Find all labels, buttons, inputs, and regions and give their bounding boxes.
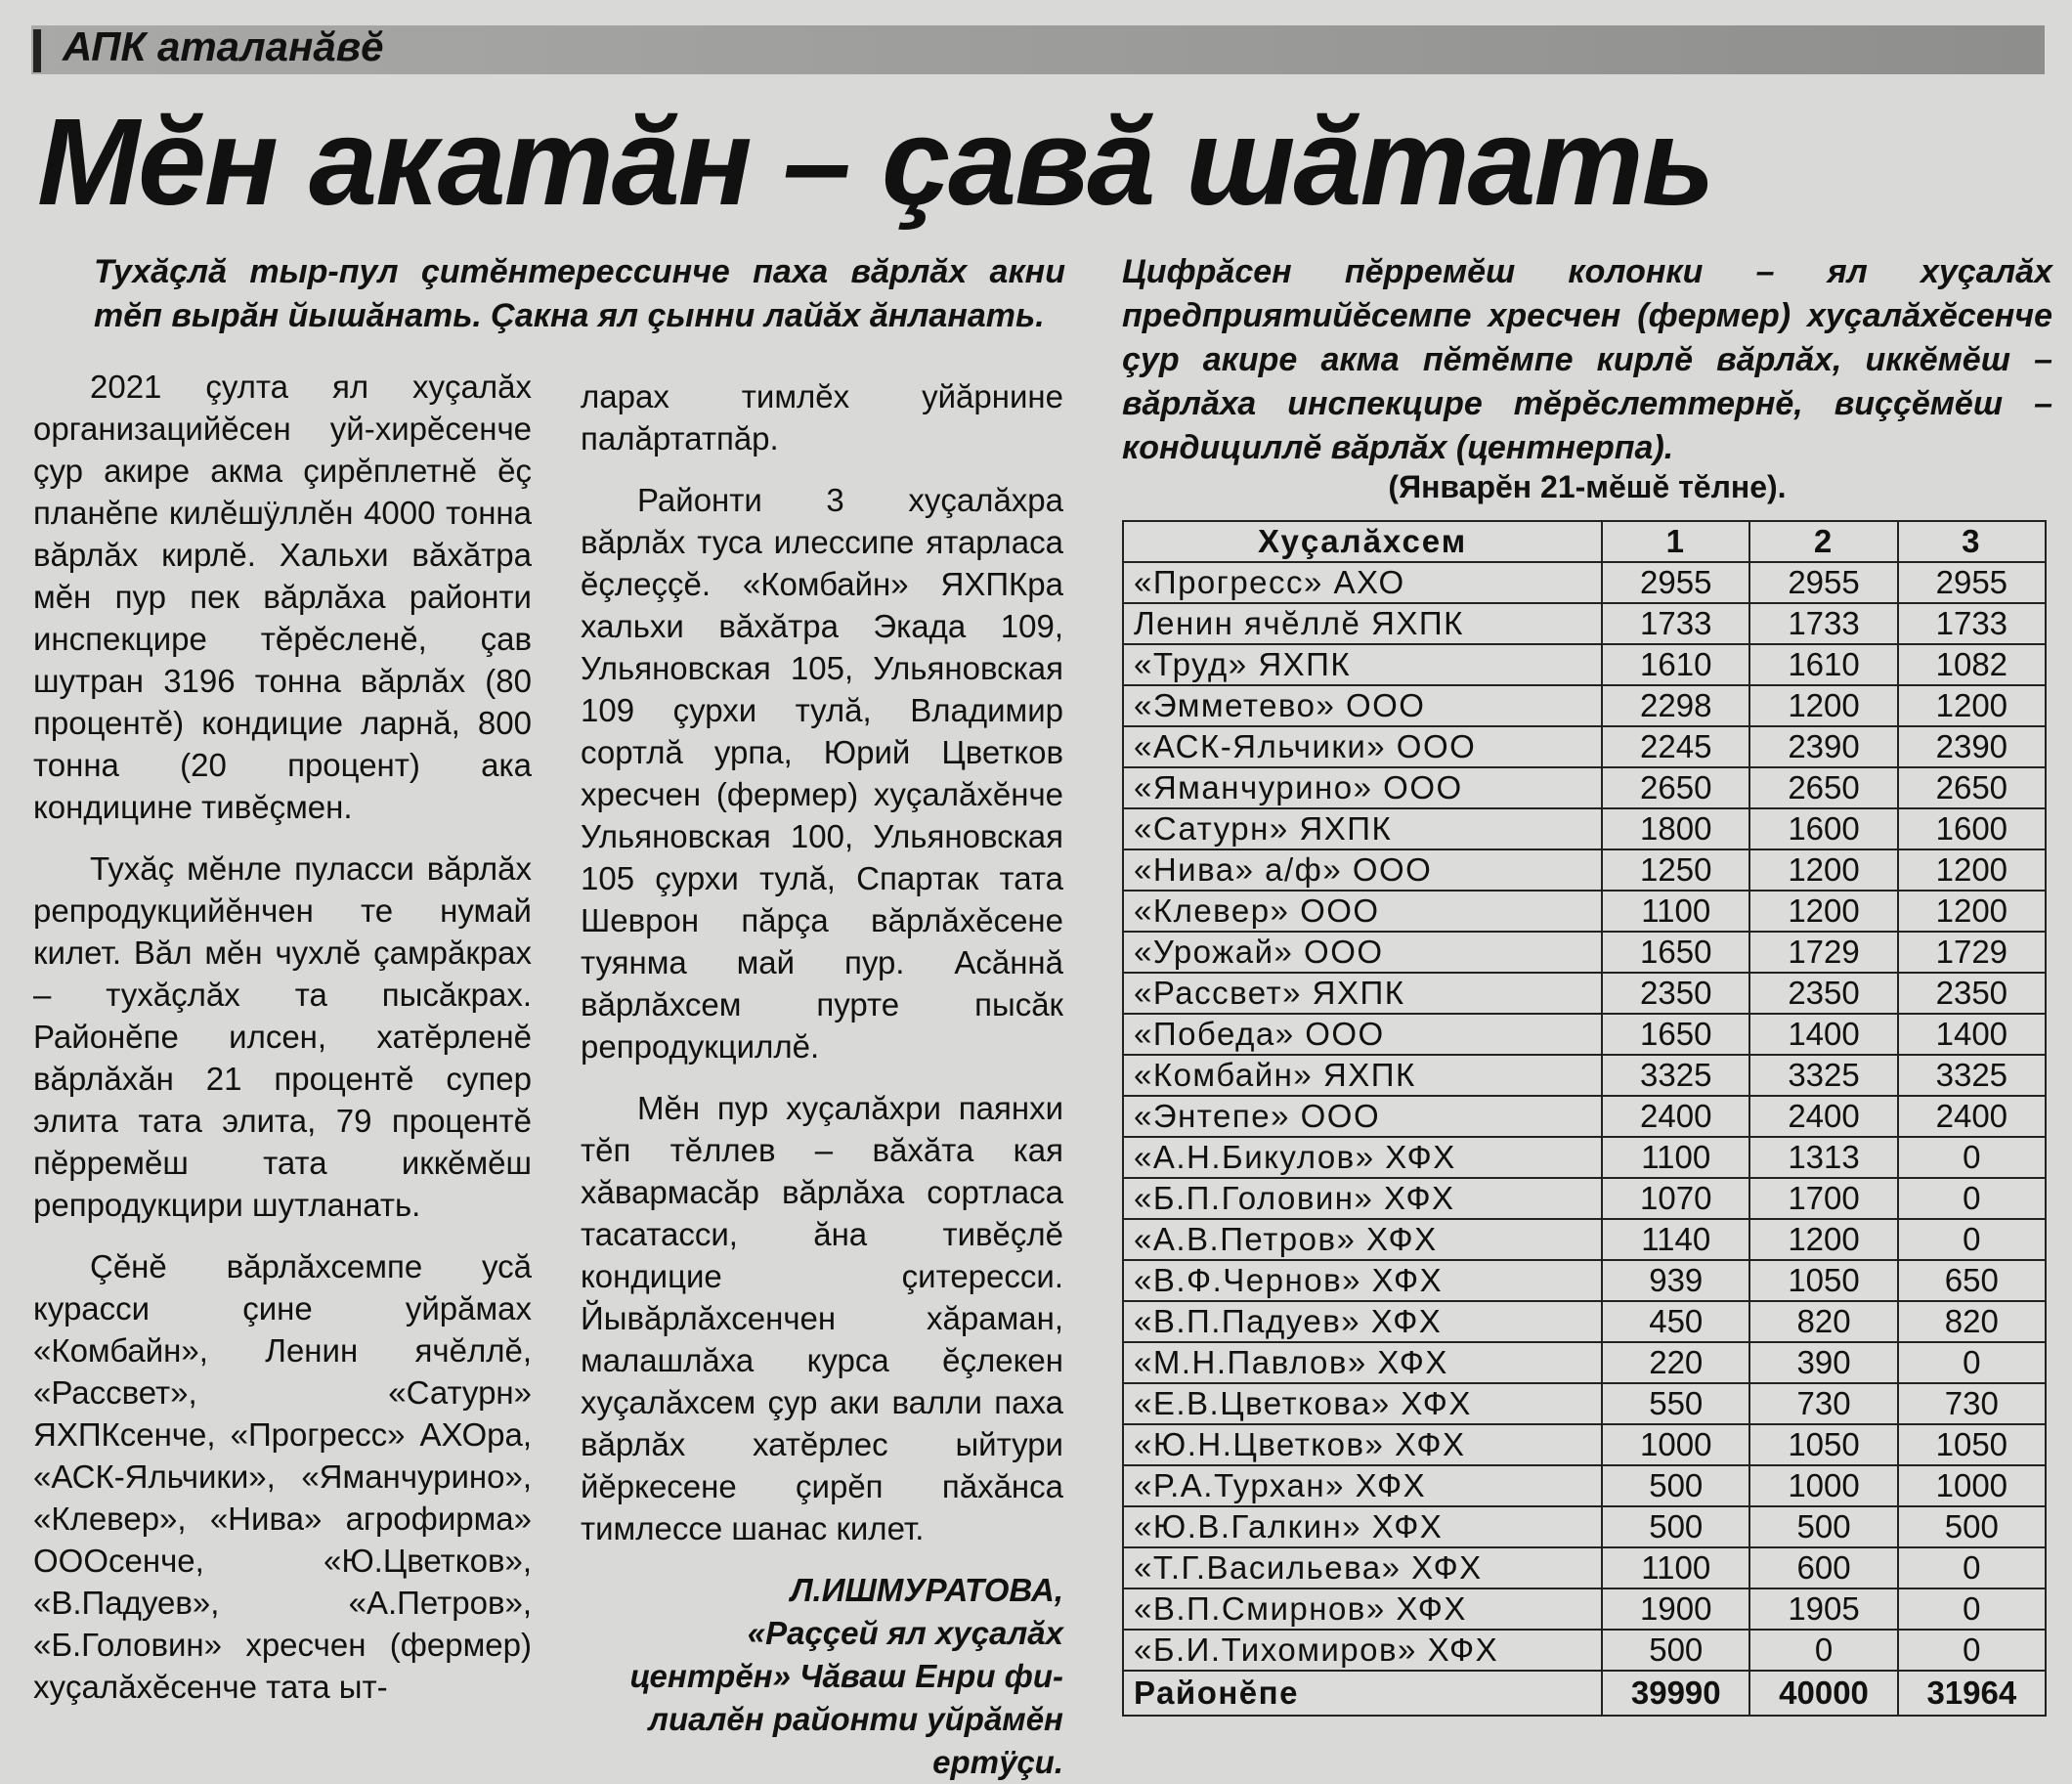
farm-name-cell: «Б.И.Тихомиров» ХФХ [1123, 1630, 1602, 1671]
table-row [1123, 891, 2046, 932]
farm-name-cell: «Прогресс» АХО [1123, 562, 1602, 603]
value-cell: 2298 [1602, 685, 1749, 726]
value-cell: 0 [1898, 1342, 2046, 1383]
table-caption: Цифрăсен пĕрремĕш колонки – ял хуçалăх предприятийĕсемпе хресчен (фермер) хуçалăхĕсенче çур акире акма пĕтĕмпе кирлĕ вăрлăх, иккĕмĕш – вăрлăха инспекцире тĕрĕслеттернĕ, виççĕмĕш – кондициллĕ вăрлăх (центнерпа). [1122, 253, 2052, 466]
value-cell: 1800 [1602, 808, 1749, 849]
value-cell: 1650 [1602, 1014, 1749, 1055]
value-cell: 2350 [1602, 973, 1749, 1014]
table-row [1123, 1301, 2046, 1342]
value-cell: 1000 [1602, 1424, 1749, 1465]
value-cell: 1000 [1898, 1465, 2046, 1506]
value-cell: 1733 [1749, 603, 1897, 644]
column-header: 2 [1749, 521, 1897, 562]
value-cell: 2245 [1602, 726, 1749, 767]
table-row [1123, 1219, 2046, 1260]
value-cell: 2390 [1898, 726, 2046, 767]
value-cell: 3325 [1602, 1055, 1749, 1096]
farm-name-cell: «Клевер» ООО [1123, 891, 1602, 932]
value-cell: 0 [1749, 1630, 1897, 1671]
value-cell: 500 [1602, 1630, 1749, 1671]
value-cell: 2650 [1602, 767, 1749, 808]
table-row [1123, 1137, 2046, 1178]
value-cell: 1200 [1749, 1219, 1897, 1260]
rubric-title: АПК аталанăвĕ [63, 23, 384, 69]
value-cell: 820 [1749, 1301, 1897, 1342]
table-row [1123, 1383, 2046, 1424]
value-cell: 1050 [1749, 1260, 1897, 1301]
table-header-row [1123, 521, 2046, 562]
farm-name-cell: «Комбайн» ЯХПК [1123, 1055, 1602, 1096]
value-cell: 1600 [1898, 808, 2046, 849]
value-cell: 2400 [1898, 1096, 2046, 1137]
value-cell: 3325 [1749, 1055, 1897, 1096]
farm-name-cell: «А.Н.Бикулов» ХФХ [1123, 1137, 1602, 1178]
farm-name-cell: «Нива» а/ф» ООО [1123, 849, 1602, 891]
farm-name-cell: «Т.Г.Васильева» ХФХ [1123, 1547, 1602, 1588]
table-row [1123, 849, 2046, 891]
farm-name-cell: «А.В.Петров» ХФХ [1123, 1219, 1602, 1260]
table-row [1123, 932, 2046, 973]
table-row [1123, 1630, 2046, 1671]
value-cell: 1733 [1602, 603, 1749, 644]
farm-name-cell: «М.Н.Павлов» ХФХ [1123, 1342, 1602, 1383]
table-row [1123, 973, 2046, 1014]
value-cell: 0 [1898, 1547, 2046, 1588]
total-value: 31964 [1898, 1671, 2046, 1716]
farm-name-cell: «Труд» ЯХПК [1123, 644, 1602, 685]
value-cell: 1733 [1898, 603, 2046, 644]
farm-name-cell: «Урожай» ООО [1123, 932, 1602, 973]
seed-table [1122, 520, 2047, 1717]
farm-name-cell: «В.П.Падуев» ХФХ [1123, 1301, 1602, 1342]
value-cell: 1100 [1602, 891, 1749, 932]
value-cell: 1100 [1602, 1137, 1749, 1178]
author-title: «Раççей ял хуçалăх [747, 1615, 1063, 1651]
value-cell: 1610 [1602, 644, 1749, 685]
table-row [1123, 562, 2046, 603]
value-cell: 1050 [1749, 1424, 1897, 1465]
column-header: 1 [1602, 521, 1749, 562]
value-cell: 2650 [1898, 767, 2046, 808]
farm-name-cell: «Сатурн» ЯХПК [1123, 808, 1602, 849]
article-headline: Мĕн акатăн – çавă шăтать [37, 93, 1713, 231]
rubric-marker [33, 29, 41, 72]
value-cell: 500 [1749, 1506, 1897, 1547]
table-row [1123, 1260, 2046, 1301]
total-value: 39990 [1602, 1671, 1749, 1716]
paragraph: Мĕн пур хуçалăхри паянхи тĕп тĕллев – вăхăта кая хăвармасăр вăрлăха сортласа тасатасси, ăна тивĕçлĕ кондицие çитересси. Йывăрлăхсенчен хăраман, малашлăха курса ĕçлекен хуçалăхсем çур аки валли паха вăрлăх хатĕрлес ыйтури йĕркесене çирĕп пăхăнса тимлессе шанас килет. [581, 1090, 1063, 1546]
paragraph: Районти 3 хуçалăхра вăрлăх туса илессипе ятарласа ĕçлеççĕ. «Комбайн» ЯХПКра хальхи вăхăтра Экада 109, Ульяновская 105, Ульяновская 109 çурхи тулă, Владимир сортлă урпа, Юрий Цветков хресчен (фермер) хуçалăхĕнче Ульяновская 100, Ульяновская 105 çурхи тулă, Спартак тата Шеврон пăрçа вăрлăхĕсене туянма май пур. Асăннă вăрлăхсем пурте пысăк репродукциллĕ. [581, 482, 1063, 1065]
value-cell: 550 [1602, 1383, 1749, 1424]
author-name: Л.ИШМУРАТОВА, [790, 1572, 1063, 1608]
value-cell: 3325 [1898, 1055, 2046, 1096]
value-cell: 2350 [1749, 973, 1897, 1014]
value-cell: 1200 [1749, 891, 1897, 932]
paragraph: 2021 çулта ял хуçалăх организацийĕсен уй-хирĕсенче çур акире акма çирĕплетнĕ ĕç планĕпе килĕшÿллĕн 4000 тонна вăрлăх кирлĕ. Хальхи вăхăтра мĕн пур пек вăрлăха районти инспекцире тĕрĕсленĕ, çав шутран 3196 тонна вăрлăх (80 процентĕ) кондицие ларнă, 800 тонна (20 процент) ака кондицине тивĕçмен. [33, 369, 532, 825]
value-cell: 1729 [1749, 932, 1897, 973]
table-row [1123, 726, 2046, 767]
table-row [1123, 1014, 2046, 1055]
value-cell: 2400 [1749, 1096, 1897, 1137]
table-row [1123, 644, 2046, 685]
value-cell: 2350 [1898, 973, 2046, 1014]
value-cell: 1650 [1602, 932, 1749, 973]
value-cell: 1200 [1898, 685, 2046, 726]
table-row [1123, 1055, 2046, 1096]
paragraph: Çĕнĕ вăрлăхсемпе усă курасси çине уйрăмах «Комбайн», Ленин ячĕллĕ, «Рассвет», «Сатурн» ЯХПКсенче, «Прогресс» АХОра, «АСК-Яльчики», «Яманчурино», «Клевер», «Нива» агрофирма» ОООсенче, «Ю.Цветков», «В.Падуев», «А.Петров», «Б.Головин» хресчен (фермер) хуçалăхĕсенче тата ыт- [33, 1248, 532, 1705]
article-column-1 [33, 366, 532, 1727]
table-row [1123, 1424, 2046, 1465]
value-cell: 0 [1898, 1137, 2046, 1178]
value-cell: 2955 [1602, 562, 1749, 603]
column-header: 3 [1898, 521, 2046, 562]
farm-name-cell: Ленин ячĕллĕ ЯХПК [1123, 603, 1602, 644]
value-cell: 500 [1898, 1506, 2046, 1547]
value-cell: 1200 [1898, 891, 2046, 932]
table-date: (Январĕн 21-мĕшĕ тĕлне). [1388, 469, 1787, 504]
table-row [1123, 767, 2046, 808]
table-row [1123, 1178, 2046, 1219]
value-cell: 2390 [1749, 726, 1897, 767]
table-row [1123, 808, 2046, 849]
column-header: Хуçалăхсем [1123, 521, 1602, 562]
farm-name-cell: «Е.В.Цветкова» ХФХ [1123, 1383, 1602, 1424]
author-signature [581, 1569, 1063, 1784]
table-row [1123, 1588, 2046, 1630]
value-cell: 730 [1898, 1383, 2046, 1424]
value-cell: 390 [1749, 1342, 1897, 1383]
value-cell: 0 [1898, 1178, 2046, 1219]
value-cell: 1100 [1602, 1547, 1749, 1588]
table-row [1123, 1465, 2046, 1506]
value-cell: 1070 [1602, 1178, 1749, 1219]
table-row [1123, 1547, 2046, 1588]
value-cell: 500 [1602, 1465, 1749, 1506]
value-cell: 1400 [1749, 1014, 1897, 1055]
table-row [1123, 1506, 2046, 1547]
table-row [1123, 1342, 2046, 1383]
value-cell: 730 [1749, 1383, 1897, 1424]
table-body [1123, 562, 2046, 1671]
value-cell: 1610 [1749, 644, 1897, 685]
value-cell: 820 [1898, 1301, 2046, 1342]
table-row [1123, 685, 2046, 726]
value-cell: 0 [1898, 1219, 2046, 1260]
farm-name-cell: «Яманчурино» ООО [1123, 767, 1602, 808]
value-cell: 500 [1602, 1506, 1749, 1547]
paragraph: Тухăç мĕнле пуласси вăрлăх репродукцийĕнчен те нумай килет. Вăл мĕн чухлĕ çамрăкрах – тухăçлăх та пысăкрах. Районĕпе илсен, хатĕрленĕ вăрлăхăн 21 процентĕ супер элита тата элита, 79 процентĕ пĕрремĕш тата иккĕмĕш репродукцири шутланать. [33, 850, 532, 1223]
value-cell: 1700 [1749, 1178, 1897, 1219]
value-cell: 2955 [1749, 562, 1897, 603]
value-cell: 2955 [1898, 562, 2046, 603]
paragraph: ларах тимлĕх уйăрнине палăртатпăр. [581, 378, 1063, 457]
farm-name-cell: «Р.А.Турхан» ХФХ [1123, 1465, 1602, 1506]
farm-name-cell: «В.П.Смирнов» ХФХ [1123, 1588, 1602, 1630]
table-total-row [1123, 1671, 2046, 1716]
farm-name-cell: «Ю.Н.Цветков» ХФХ [1123, 1424, 1602, 1465]
author-title: лиалĕн районти уйрăмĕн [648, 1701, 1063, 1737]
value-cell: 1600 [1749, 808, 1897, 849]
value-cell: 600 [1749, 1547, 1897, 1588]
total-value: 40000 [1749, 1671, 1897, 1716]
value-cell: 1250 [1602, 849, 1749, 891]
value-cell: 1140 [1602, 1219, 1749, 1260]
farm-name-cell: «Ю.В.Галкин» ХФХ [1123, 1506, 1602, 1547]
value-cell: 2400 [1602, 1096, 1749, 1137]
value-cell: 1729 [1898, 932, 2046, 973]
farm-name-cell: «В.Ф.Чернов» ХФХ [1123, 1260, 1602, 1301]
value-cell: 1200 [1749, 685, 1897, 726]
author-title: ертÿçи. [932, 1744, 1063, 1780]
author-title: центрĕн» Чăваш Енри фи- [629, 1658, 1063, 1694]
value-cell: 1313 [1749, 1137, 1897, 1178]
value-cell: 0 [1898, 1630, 2046, 1671]
value-cell: 1050 [1898, 1424, 2046, 1465]
value-cell: 1000 [1749, 1465, 1897, 1506]
value-cell: 0 [1898, 1588, 2046, 1630]
value-cell: 220 [1602, 1342, 1749, 1383]
farm-name-cell: «Б.П.Головин» ХФХ [1123, 1178, 1602, 1219]
value-cell: 1905 [1749, 1588, 1897, 1630]
value-cell: 1082 [1898, 644, 2046, 685]
article-column-2 [581, 375, 1063, 1784]
table-row [1123, 603, 2046, 644]
value-cell: 2650 [1749, 767, 1897, 808]
value-cell: 1400 [1898, 1014, 2046, 1055]
farm-name-cell: «АСК-Яльчики» ООО [1123, 726, 1602, 767]
table-row [1123, 1096, 2046, 1137]
farm-name-cell: «Победа» ООО [1123, 1014, 1602, 1055]
farm-name-cell: «Эмметево» ООО [1123, 685, 1602, 726]
farm-name-cell: «Энтепе» ООО [1123, 1096, 1602, 1137]
value-cell: 650 [1898, 1260, 2046, 1301]
lead-paragraph: Тухăçлă тыр-пул çитĕнтерессинче паха вăрлăх акни тĕп вырăн йышăнать. Çакна ял çынни лайăх ăнланать. [94, 253, 1065, 334]
value-cell: 450 [1602, 1301, 1749, 1342]
farm-name-cell: «Рассвет» ЯХПК [1123, 973, 1602, 1014]
value-cell: 1200 [1898, 849, 2046, 891]
total-label: Районĕпе [1123, 1671, 1602, 1716]
value-cell: 939 [1602, 1260, 1749, 1301]
value-cell: 1200 [1749, 849, 1897, 891]
value-cell: 1900 [1602, 1588, 1749, 1630]
